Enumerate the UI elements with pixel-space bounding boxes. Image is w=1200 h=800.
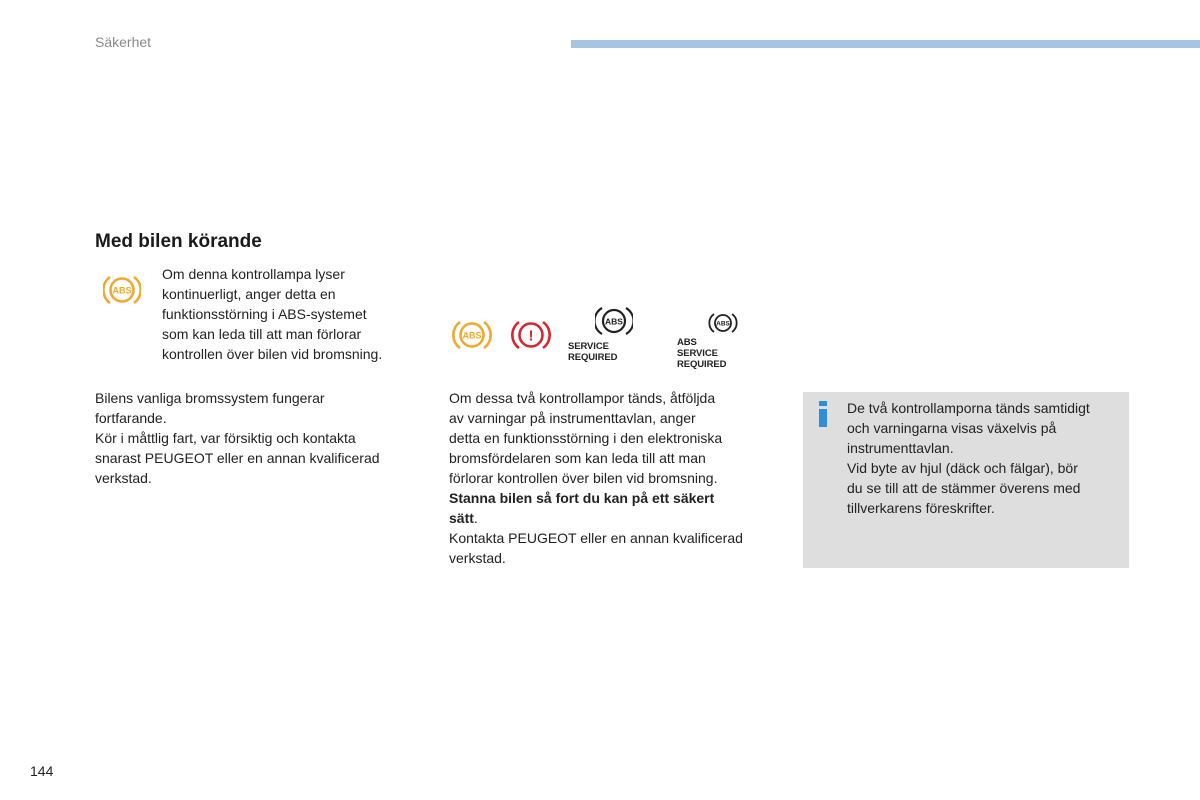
info-icon — [818, 401, 828, 427]
brake-warning-icon — [511, 318, 551, 352]
brake-icon-text: ! — [528, 327, 534, 345]
info-box-text: De två kontrollamporna tänds samtidigt och varningarna visas växelvis på instrumenttavlan. Vid byte av hjul (däck och fälgar), bör du se till att de stämmer överens med tillverkarens föreskrifter. — [847, 400, 1090, 516]
abs-service-icon-text: ABS — [605, 316, 623, 327]
info-box — [803, 392, 1129, 568]
column-2-bold-warning: Stanna bilen så fort du kan på ett säkert sätt — [449, 490, 715, 526]
column-2-paragraph — [449, 388, 779, 568]
abs-icon-text: ABS — [112, 285, 132, 296]
service-required-label: SERVICE REQUIRED — [568, 341, 618, 363]
abs-amber-icon — [452, 318, 492, 352]
section-heading: Med bilen körande — [95, 231, 262, 252]
abs-warning-icon — [103, 273, 141, 307]
abs-warning-paragraph: Om denna kontrollampa lyser kontinuerligt, anger detta en funktionsstörning i ABS-systemet som kan leda till att man förlorar kontrollen över bilen vid bromsning. — [162, 266, 383, 362]
abs-service-required-label: ABS SERVICE REQUIRED — [677, 337, 727, 370]
abs-amber-icon-text: ABS — [462, 330, 482, 341]
column-2-intro: Om dessa två kontrollampor tänds, åtföljda av varningar på instrumenttavlan, anger detta en funktionsstörning i den elektroniska bromsfördelaren som kan leda till att man förlorar kontrollen över bilen vid bromsning. — [449, 390, 723, 486]
column-2-bold-suffix: . — [473, 510, 478, 526]
column-2-outro: Kontakta PEUGEOT eller en annan kvalificerad verkstad. — [449, 530, 743, 566]
abs-service-icon — [595, 305, 633, 337]
section-label: Säkerhet — [95, 34, 152, 50]
abs-service-icon-small-text: ABS — [716, 320, 730, 328]
header-accent-bar — [571, 40, 1200, 48]
page-number: 144 — [30, 763, 54, 779]
abs-service-icon-small — [708, 311, 738, 335]
column-1-paragraph: Bilens vanliga bromssystem fungerar fortfarande. Kör i måttlig fart, var försiktig och kontakta snarast PEUGEOT eller en annan kvalificerad verkstad. — [95, 390, 380, 486]
